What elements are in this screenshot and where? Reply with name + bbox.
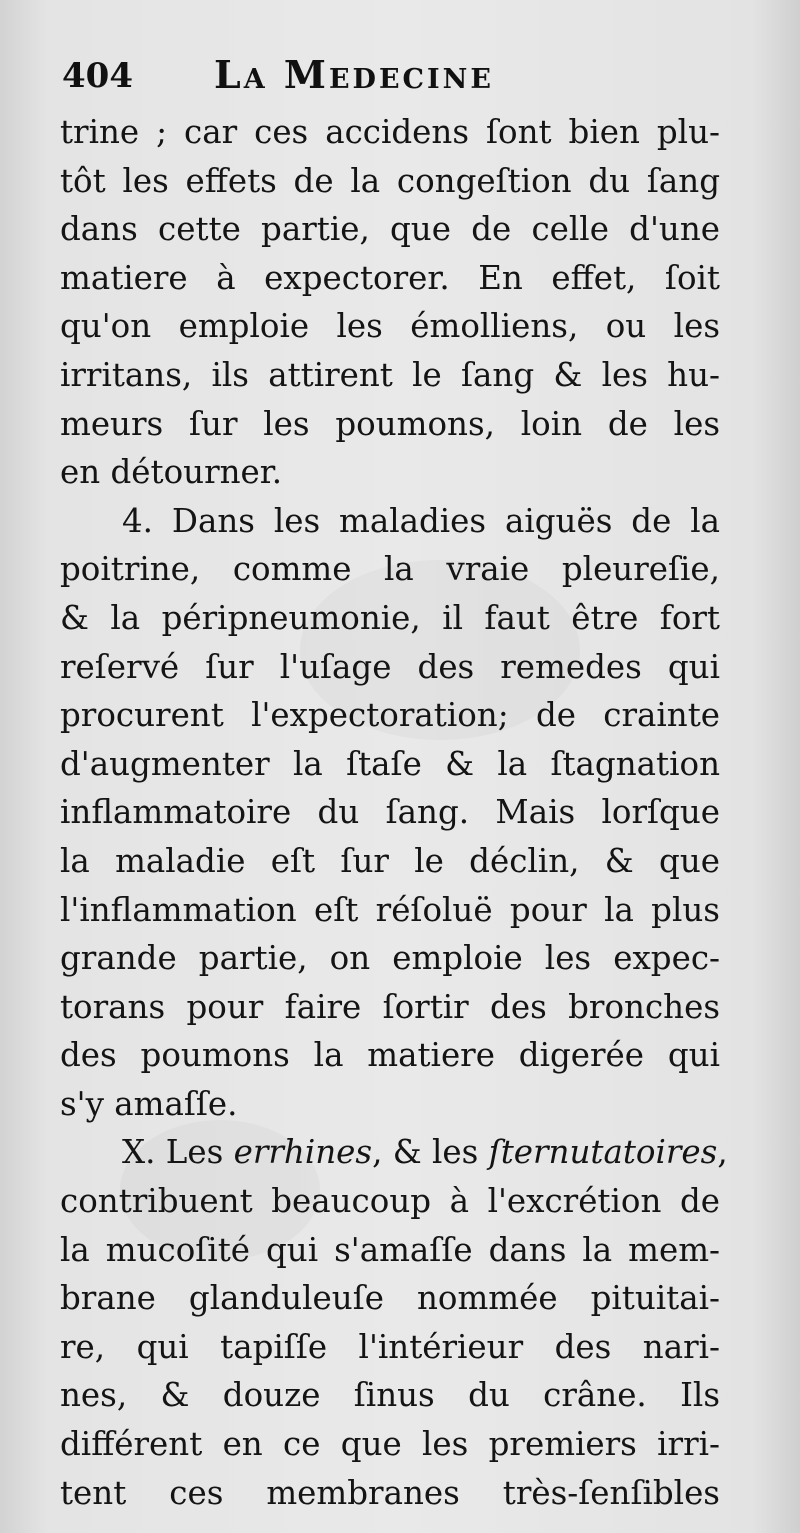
- text-line: meurs ſur les poumons, loin de les: [60, 404, 720, 443]
- text-line: inflammatoire du ſang. Mais lorſque: [60, 793, 720, 832]
- text-line: nes, & douze ſinus du crâne. Ils: [60, 1376, 720, 1415]
- text-line: reſervé ſur l'uſage des remedes qui: [60, 647, 720, 686]
- text-line: [60, 1128, 728, 1177]
- text-line: différent en ce que les premiers irri-: [60, 1425, 720, 1464]
- line-segment: , & les: [372, 1133, 489, 1172]
- text-line: poitrine, comme la vraie pleureſie,: [60, 550, 720, 589]
- text-line: trine ; car ces accidens ſont bien plu-: [60, 113, 720, 151]
- text-line: la mucoſité qui s'amaſſe dans la mem-: [60, 1230, 720, 1269]
- text-line: qu'on emploie les émolliens, ou les: [60, 307, 720, 346]
- text-line: des poumons la matiere digerée qui: [60, 1036, 720, 1075]
- text-line: dans cette partie, que de celle d'une: [60, 210, 720, 249]
- text-line: grande partie, on emploie les expec-: [60, 939, 720, 978]
- italic-term: errhines: [233, 1133, 373, 1172]
- text-line: re, qui tapiſſe l'intérieur des nari-: [60, 1327, 720, 1366]
- text-line: en détourner.: [60, 453, 283, 492]
- text-line: tent ces membranes très-ſenſibles: [60, 1473, 720, 1512]
- running-head: La Medecine: [214, 52, 494, 97]
- text-line: & la péripneumonie, il faut être fort: [60, 598, 720, 637]
- body-text: [60, 108, 728, 1517]
- text-line: la maladie eſt ſur le déclin, & que: [60, 841, 720, 880]
- page-header: [62, 52, 722, 102]
- text-line: irritans, ils attirent le ſang & les hu-: [60, 355, 720, 394]
- page-number: 404: [62, 56, 133, 96]
- text-line: contribuent beaucoup à l'excrétion de: [60, 1182, 720, 1221]
- text-line: s'y amaſſe.: [60, 1084, 238, 1123]
- text-line: tôt les effets de la congeſtion du ſang: [60, 161, 720, 200]
- text-line: brane glanduleuſe nommée pituitai-: [60, 1279, 720, 1318]
- text-line: matiere à expectorer. En effet, ſoit: [60, 258, 720, 297]
- line-segment: X. Les: [122, 1133, 234, 1172]
- text-line: l'inflammation eſt réſoluë pour la plus: [60, 890, 720, 929]
- text-line: procurent l'expectoration; de crainte: [60, 696, 720, 735]
- text-line: d'augmenter la ſtaſe & la ſtagnation: [60, 744, 720, 783]
- text-line: 4. Dans les maladies aiguës de la: [122, 501, 720, 540]
- italic-term: ſternutatoires: [488, 1133, 718, 1172]
- text-line: torans pour faire ſortir des bronches: [60, 987, 720, 1026]
- line-segment: ,: [717, 1133, 728, 1172]
